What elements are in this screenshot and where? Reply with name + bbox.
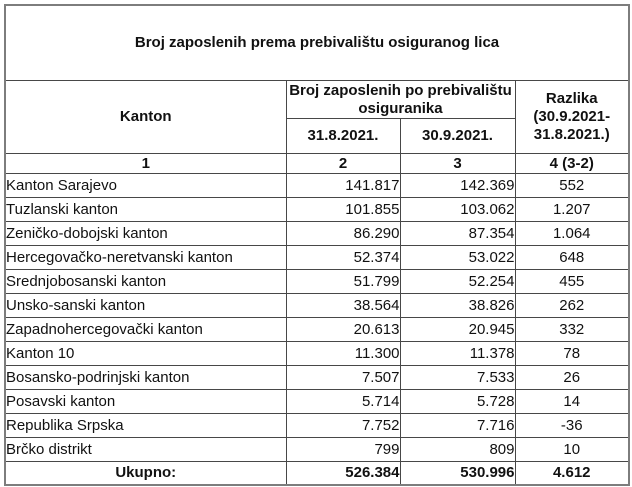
- cell-value-diff: 10: [515, 438, 629, 462]
- table-row: [5, 438, 629, 462]
- cell-value-aug: 86.290: [286, 222, 400, 246]
- cell-value-sep: 5.728: [400, 390, 515, 414]
- total-value-diff: 4.612: [515, 462, 629, 486]
- cell-kanton-name: Posavski kanton: [5, 390, 286, 414]
- cell-value-aug: 799: [286, 438, 400, 462]
- employment-by-residence-table: [4, 4, 630, 486]
- column-header-group: Broj zaposlenih po prebivalištu osiguranika: [286, 81, 515, 119]
- cell-value-sep: 87.354: [400, 222, 515, 246]
- cell-value-diff: 455: [515, 270, 629, 294]
- column-index-2: 2: [286, 154, 400, 174]
- cell-value-aug: 141.817: [286, 174, 400, 198]
- cell-value-aug: 5.714: [286, 390, 400, 414]
- cell-kanton-name: Zapadnohercegovački kanton: [5, 318, 286, 342]
- cell-kanton-name: Kanton Sarajevo: [5, 174, 286, 198]
- cell-value-sep: 53.022: [400, 246, 515, 270]
- table-row: [5, 366, 629, 390]
- total-value-sep: 530.996: [400, 462, 515, 486]
- total-label: Ukupno:: [5, 462, 286, 486]
- table-row: [5, 246, 629, 270]
- cell-value-diff: 14: [515, 390, 629, 414]
- cell-value-aug: 101.855: [286, 198, 400, 222]
- cell-value-diff: 1.207: [515, 198, 629, 222]
- cell-value-diff: 332: [515, 318, 629, 342]
- table-row: [5, 174, 629, 198]
- table-row: [5, 222, 629, 246]
- cell-value-sep: 103.062: [400, 198, 515, 222]
- cell-kanton-name: Tuzlanski kanton: [5, 198, 286, 222]
- cell-kanton-name: Kanton 10: [5, 342, 286, 366]
- cell-value-aug: 7.507: [286, 366, 400, 390]
- cell-value-diff: 26: [515, 366, 629, 390]
- table-row: [5, 414, 629, 438]
- cell-kanton-name: Bosansko-podrinjski kanton: [5, 366, 286, 390]
- cell-value-aug: 38.564: [286, 294, 400, 318]
- cell-value-aug: 52.374: [286, 246, 400, 270]
- cell-value-sep: 142.369: [400, 174, 515, 198]
- cell-kanton-name: Hercegovačko-neretvanski kanton: [5, 246, 286, 270]
- cell-value-sep: 20.945: [400, 318, 515, 342]
- table-row: [5, 270, 629, 294]
- cell-value-sep: 38.826: [400, 294, 515, 318]
- column-header-kanton: Kanton: [5, 81, 286, 154]
- cell-value-diff: 78: [515, 342, 629, 366]
- cell-value-aug: 51.799: [286, 270, 400, 294]
- header-row-top: [5, 81, 629, 119]
- cell-value-diff: 1.064: [515, 222, 629, 246]
- cell-value-sep: 809: [400, 438, 515, 462]
- column-index-row: [5, 154, 629, 174]
- total-row: [5, 462, 629, 486]
- cell-value-aug: 11.300: [286, 342, 400, 366]
- column-index-3: 3: [400, 154, 515, 174]
- table-row: [5, 198, 629, 222]
- cell-value-sep: 11.378: [400, 342, 515, 366]
- column-index-4: 4 (3-2): [515, 154, 629, 174]
- cell-value-diff: -36: [515, 414, 629, 438]
- cell-value-diff: 552: [515, 174, 629, 198]
- column-header-period-1: 31.8.2021.: [286, 119, 400, 154]
- table-row: [5, 390, 629, 414]
- cell-value-aug: 7.752: [286, 414, 400, 438]
- cell-kanton-name: Srednjobosanski kanton: [5, 270, 286, 294]
- table-title: Broj zaposlenih prema prebivalištu osiguranog lica: [5, 5, 629, 81]
- cell-value-sep: 52.254: [400, 270, 515, 294]
- table-row: [5, 294, 629, 318]
- table-body: [5, 174, 629, 462]
- cell-value-diff: 648: [515, 246, 629, 270]
- total-value-aug: 526.384: [286, 462, 400, 486]
- column-header-razlika: Razlika (30.9.2021-31.8.2021.): [515, 81, 629, 154]
- cell-value-aug: 20.613: [286, 318, 400, 342]
- cell-kanton-name: Unsko-sanski kanton: [5, 294, 286, 318]
- cell-kanton-name: Brčko distrikt: [5, 438, 286, 462]
- cell-kanton-name: Zeničko-dobojski kanton: [5, 222, 286, 246]
- title-row: [5, 5, 629, 81]
- table-row: [5, 342, 629, 366]
- cell-value-sep: 7.716: [400, 414, 515, 438]
- cell-value-sep: 7.533: [400, 366, 515, 390]
- table-row: [5, 318, 629, 342]
- cell-kanton-name: Republika Srpska: [5, 414, 286, 438]
- column-index-1: 1: [5, 154, 286, 174]
- column-header-period-2: 30.9.2021.: [400, 119, 515, 154]
- cell-value-diff: 262: [515, 294, 629, 318]
